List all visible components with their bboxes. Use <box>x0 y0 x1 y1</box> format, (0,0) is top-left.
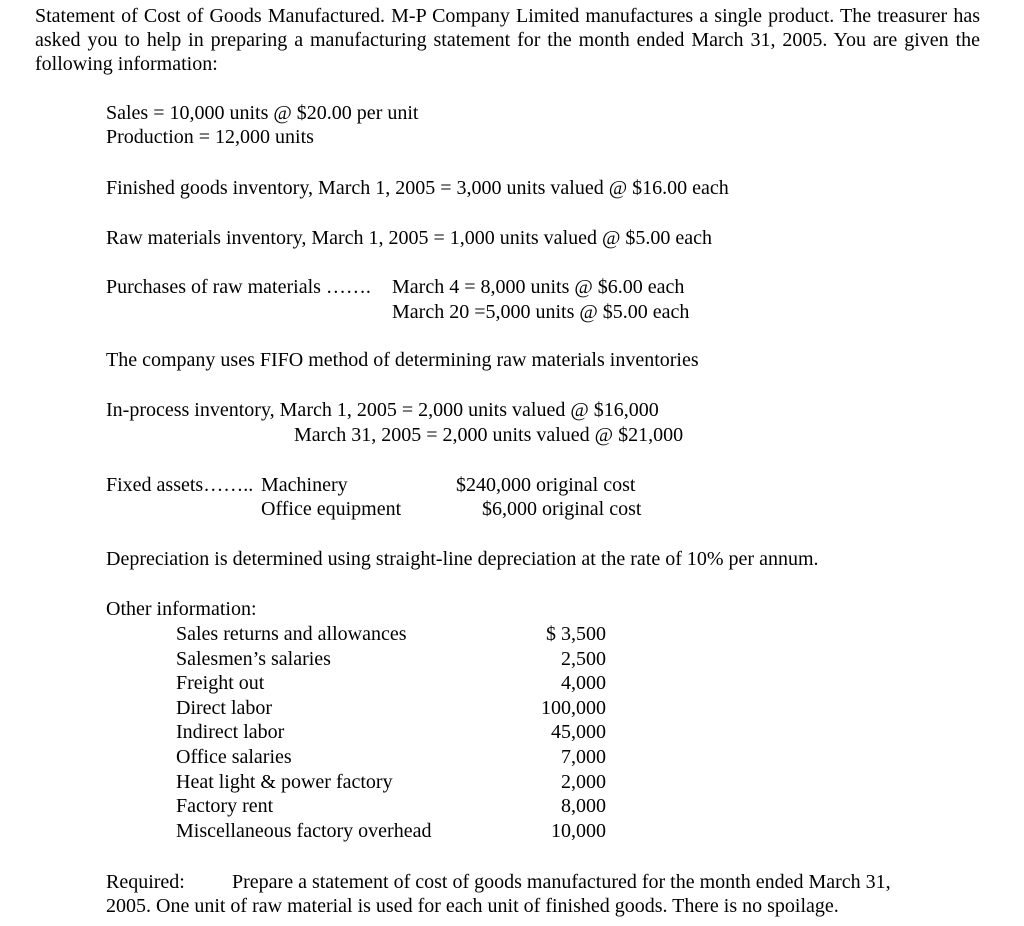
other-item-label: Indirect labor <box>176 721 285 744</box>
other-item-label: Sales returns and allowances <box>176 623 407 645</box>
fixed-assets-cost-office-equipment: $6,000 original cost <box>482 498 642 520</box>
other-item-label: Office salaries <box>176 745 292 768</box>
list-item <box>176 647 606 672</box>
required-line-2: 2005. One unit of raw material is used for each unit of finished goods. There is no spoilage. <box>106 895 839 917</box>
other-item-label: Factory rent <box>176 795 274 818</box>
depreciation-line: Depreciation is determined using straight-line depreciation at the rate of 10% per annum. <box>106 548 819 570</box>
other-item-amount: 8,000 <box>561 795 606 818</box>
other-item-label: Miscellaneous factory overhead <box>176 819 432 842</box>
purchases-line-1: March 4 = 8,000 units @ $6.00 each <box>392 276 685 298</box>
other-item-amount: $ 3,500 <box>546 623 606 645</box>
list-item <box>176 819 606 844</box>
list-item <box>176 671 606 696</box>
in-process-line-2: March 31, 2005 = 2,000 units valued @ $21,000 <box>294 424 684 446</box>
sales-line: Sales = 10,000 units @ $20.00 per unit <box>106 102 419 124</box>
other-item-amount: 2,500 <box>561 647 606 670</box>
required-label: Required: <box>106 871 185 893</box>
in-process-line-1: In-process inventory, March 1, 2005 = 2,000 units valued @ $16,000 <box>106 399 659 421</box>
list-item <box>176 622 606 647</box>
other-item-amount: 45,000 <box>551 721 606 744</box>
other-item-amount: 100,000 <box>541 696 606 719</box>
list-item <box>176 770 606 795</box>
fixed-assets-item-office-equipment: Office equipment <box>261 498 402 520</box>
list-item <box>176 745 606 770</box>
purchases-line-2: March 20 =5,000 units @ $5.00 each <box>392 301 690 323</box>
other-item-label: Direct labor <box>176 696 273 719</box>
other-item-amount: 10,000 <box>551 819 606 842</box>
list-item <box>176 720 606 745</box>
required-line-1: Prepare a statement of cost of goods manufactured for the month ended March 31, <box>232 871 891 893</box>
other-item-amount: 7,000 <box>561 745 606 768</box>
fifo-line: The company uses FIFO method of determining raw materials inventories <box>106 349 699 371</box>
other-item-label: Freight out <box>176 672 265 695</box>
other-item-amount: 4,000 <box>561 672 606 695</box>
other-information-list <box>176 622 606 843</box>
other-item-label: Heat light & power factory <box>176 770 393 793</box>
fixed-assets-item-machinery: Machinery <box>261 474 348 496</box>
other-item-label: Salesmen’s salaries <box>176 647 331 670</box>
list-item <box>176 696 606 721</box>
fixed-assets-label: Fixed assets…….. <box>106 474 254 496</box>
list-item <box>176 794 606 819</box>
purchases-label: Purchases of raw materials ……. <box>106 276 371 298</box>
raw-materials-line: Raw materials inventory, March 1, 2005 = 1,000 units valued @ $5.00 each <box>106 227 713 249</box>
finished-goods-line: Finished goods inventory, March 1, 2005 = 3,000 units valued @ $16.00 each <box>106 177 729 199</box>
intro-paragraph: Statement of Cost of Goods Manufactured. M-P Company Limited manufactures a single product. The treasurer has asked you to help in preparing a manufacturing statement for the month ended March 31, 2005. You are given the following information: <box>35 5 980 75</box>
other-information-title: Other information: <box>106 598 257 620</box>
other-item-amount: 2,000 <box>561 770 606 793</box>
fixed-assets-cost-machinery: $240,000 original cost <box>456 474 636 496</box>
production-line: Production = 12,000 units <box>106 126 314 148</box>
